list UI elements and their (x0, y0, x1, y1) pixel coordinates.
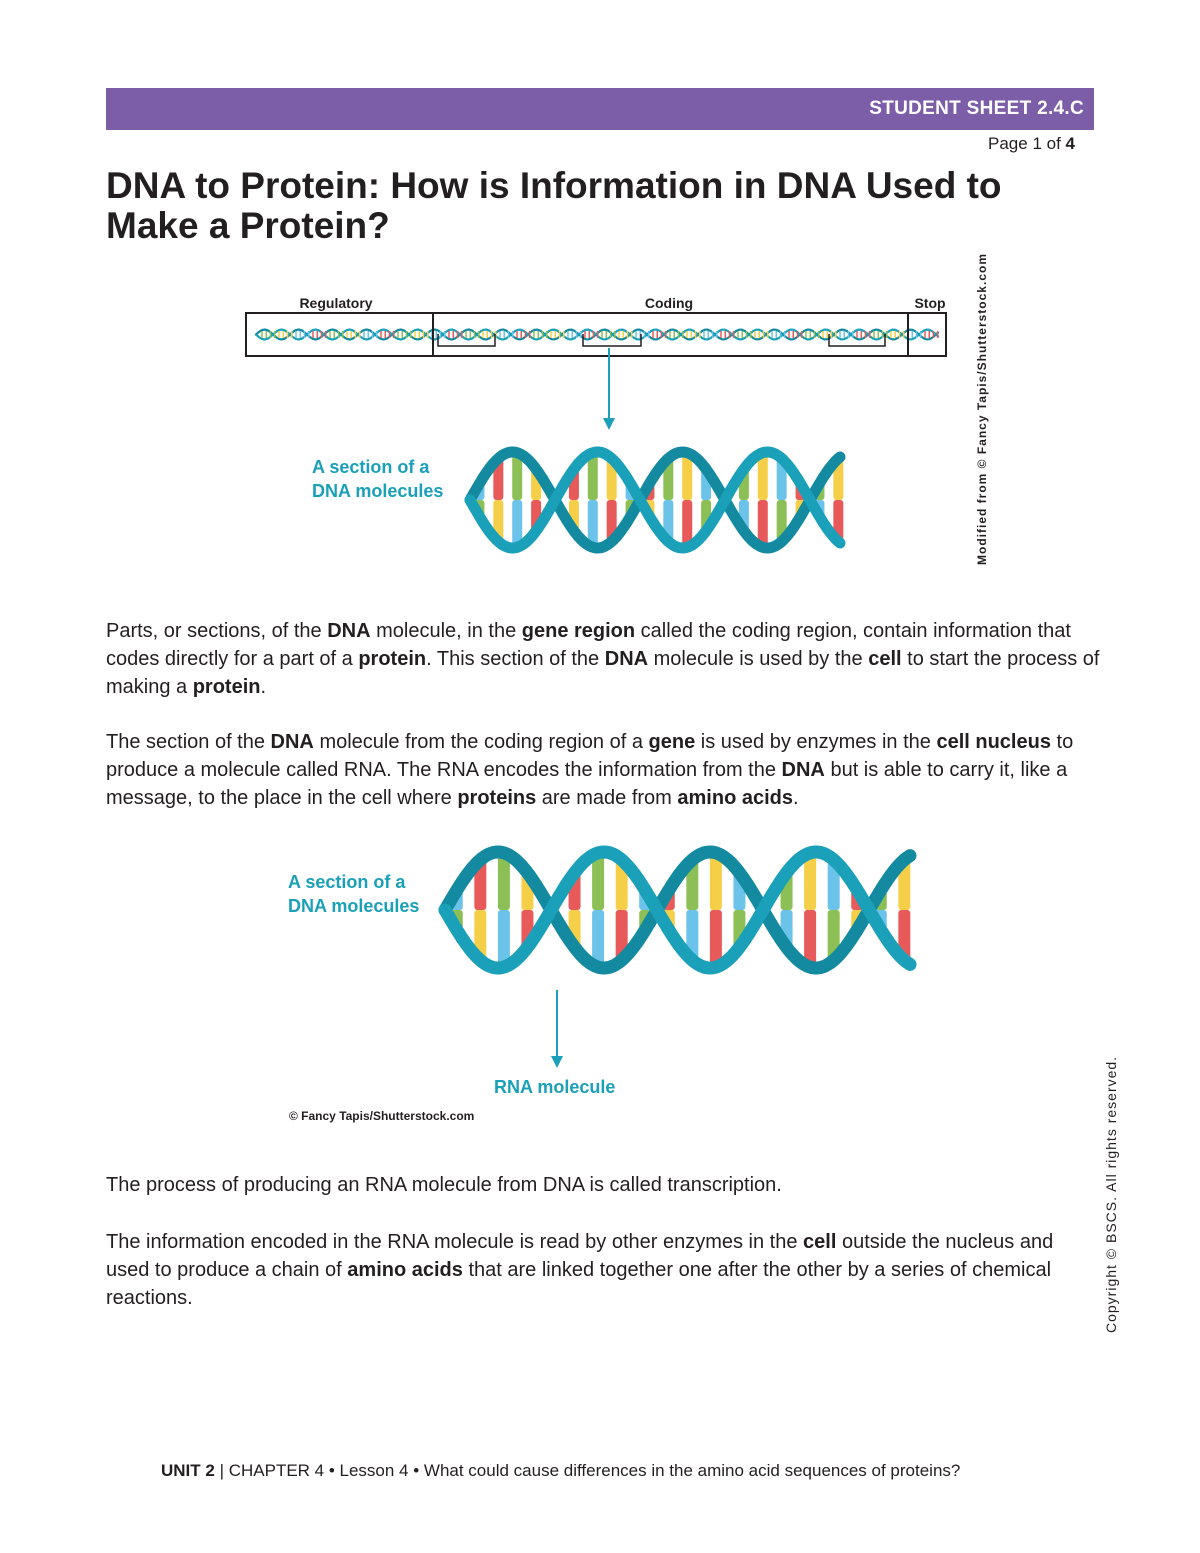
figure1-label-line1: A section of a (312, 457, 430, 477)
page-title: DNA to Protein: How is Information in DNA Used to Make a Protein? (106, 165, 1002, 246)
figure1-credit: Modified from © Fancy Tapis/Shutterstock.com (975, 253, 989, 565)
copyright-notice: Copyright © BSCS. All rights reserved. (1103, 1055, 1119, 1333)
dna-double-helix (445, 852, 910, 968)
footer-unit: UNIT 2 (161, 1461, 215, 1480)
page-footer (161, 1461, 960, 1481)
figure2-label-line2: DNA molecules (288, 896, 420, 916)
figure2-label (288, 870, 419, 918)
region-label-stop: Stop (914, 295, 946, 311)
paragraph-2: The section of the DNA molecule from the coding region of a gene is used by enzymes in the cell nucleus to produce a molecule called RNA. The RNA encodes the information from the DNA but is able to carry it, like a message, to the place in the cell where proteins are made from amino acids. (106, 731, 1074, 809)
header-banner (106, 88, 1094, 130)
page-number (988, 134, 1075, 154)
dna-double-helix (470, 452, 843, 548)
figure2-label-line1: A section of a (288, 872, 406, 892)
region-label-coding: Coding (644, 295, 694, 311)
figure2-credit: © Fancy Tapis/Shutterstock.com (289, 1109, 475, 1123)
rna-molecule-label: RNA molecule (494, 1077, 616, 1097)
sheet-label: STUDENT SHEET 2.4.C (869, 98, 1084, 119)
gene-diagram-figure (0, 280, 1200, 580)
page-prefix: Page 1 of (988, 134, 1061, 153)
paragraph-3: The process of producing an RNA molecule from DNA is called transcription. (106, 1174, 782, 1196)
arrow-head (603, 418, 615, 430)
arrow-head (551, 1056, 563, 1068)
region-label-regulatory: Regulatory (299, 295, 373, 311)
paragraph-1: Parts, or sections, of the DNA molecule, in the gene region called the coding region, contain information that codes directly for a part of a protein. This section of the DNA molecule is used by the cell to start the process of making a protein. (106, 620, 1100, 698)
paragraph-4: The information encoded in the RNA molecule is read by other enzymes in the cell outside the nucleus and used to produce a chain of amino acids that are linked together one after the other by a series of chemical reactions. (106, 1231, 1054, 1309)
page-total: 4 (1065, 134, 1075, 153)
gene-strand-helix (256, 330, 938, 340)
transcription-figure (0, 840, 1200, 1080)
figure1-label-line2: DNA molecules (312, 481, 444, 501)
footer-lesson: | CHAPTER 4 • Lesson 4 • What could cause differences in the amino acid sequences of proteins? (214, 1461, 961, 1480)
figure1-label (312, 455, 443, 503)
